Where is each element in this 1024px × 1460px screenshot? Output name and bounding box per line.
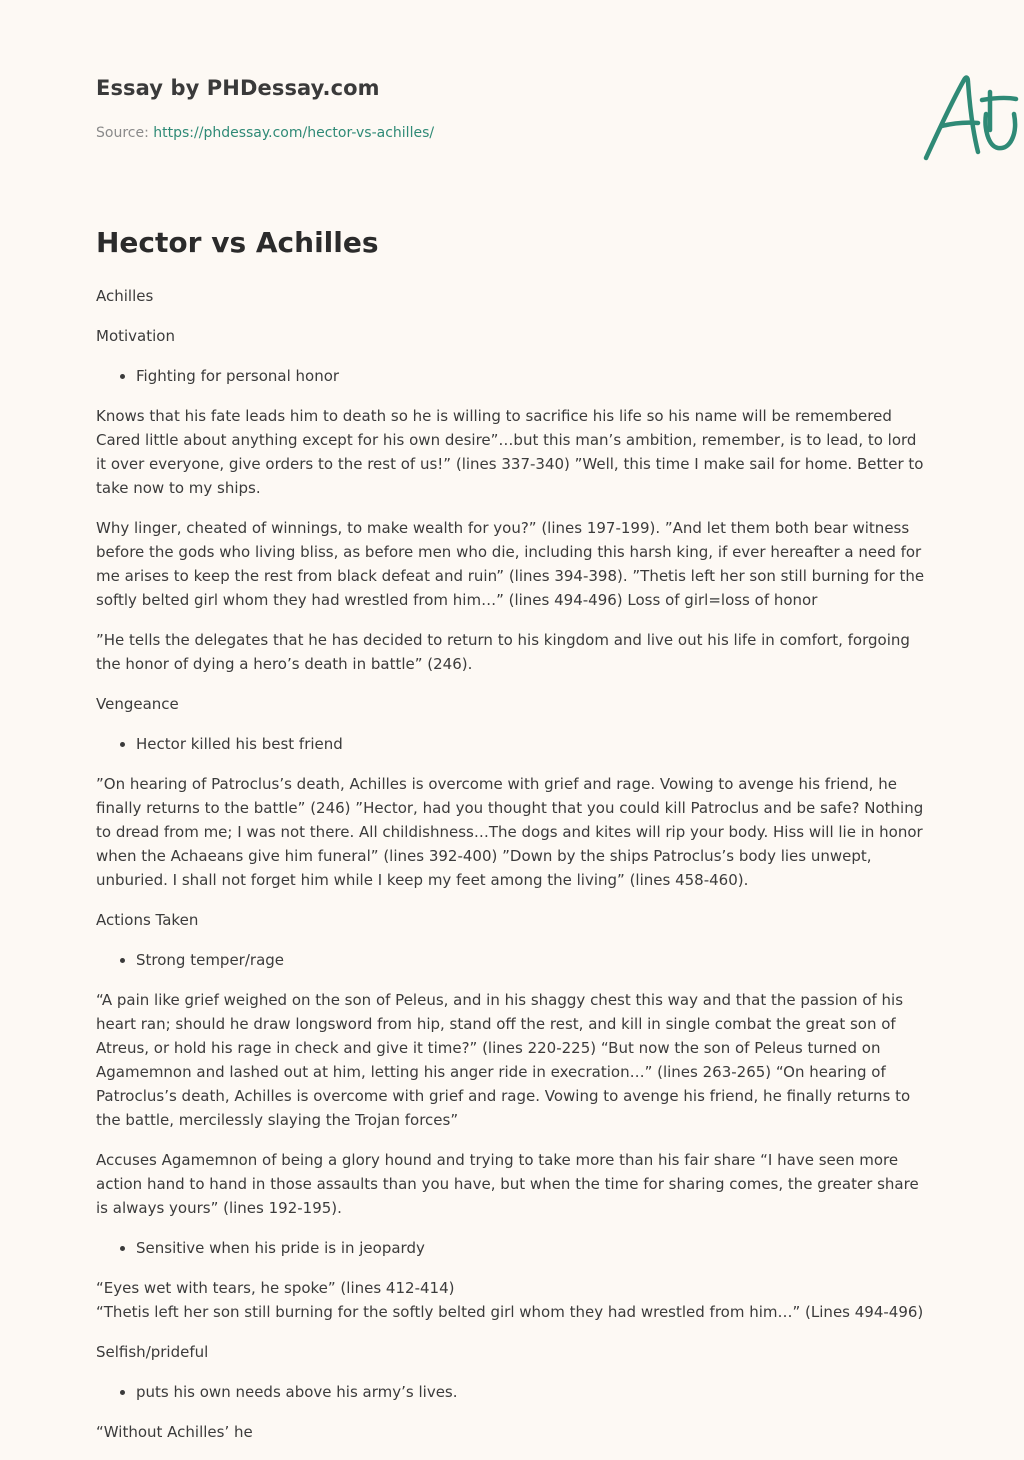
paragraph: Why linger, cheated of winnings, to make wealth for you?” (lines 197-199). ”And let them both bear witness before the gods who living bliss, as before men who die, including this harsh king, if ever hereafter a need for me arises to keep the rest from black defeat and ruin” (lines 394-398). ”Thetis left her son still burning for the softly belted girl whom they had wrestled from him…” (lines 494-496) Loss of girl=loss of honor xyxy=(96,519,925,609)
list-item: • Sensitive when his pride is in jeopardy xyxy=(136,1236,930,1260)
paragraph: “A pain like grief weighed on the son of Peleus, and in his shaggy chest this way and that the passion of his heart ran; should he draw longsword from hip, stand off the rest, and kill in single combat the great son of Atreus, or hold his rage in check and give it time?” (lines 220-225) “But now the son of Peleus turned on Agamemnon and lashed out at him, letting his anger ride in execration…” (lines 263-265) “On hearing of Patroclus’s death, Achilles is overcome with grief and rage. Vowing to avenge his friend, he finally returns to the battle, mercilessly slaying the Trojan forces” xyxy=(96,991,911,1129)
bullet-list xyxy=(96,948,930,972)
list-item: • puts his own needs above his army’s lives. xyxy=(136,1380,930,1404)
bullet-list xyxy=(96,1236,930,1260)
list-item: • Fighting for personal honor xyxy=(136,364,930,388)
paragraph: ”He tells the delegates that he has decided to return to his kingdom and live out his life in comfort, forgoing the honor of dying a hero’s death in battle” (246). xyxy=(96,631,910,673)
source-label: Source: xyxy=(96,125,149,141)
bullet-list xyxy=(96,364,930,388)
a-plus-logo xyxy=(918,70,1022,164)
paragraph xyxy=(96,1276,930,1324)
site-title: Essay by PHDessay.com xyxy=(96,76,380,100)
list-item: • Strong temper/rage xyxy=(136,948,930,972)
bullet-list xyxy=(96,1380,930,1404)
paragraph: Selfish/prideful xyxy=(96,1343,209,1361)
paragraph: Accuses Agamemnon of being a glory hound and trying to take more than his fair share “I have seen more action hand to hand in those assaults than you have, but when the time for sharing comes, the greater share is always yours” (lines 192-195). xyxy=(96,1151,919,1217)
essay-body xyxy=(96,284,930,1460)
quote-line: “Eyes wet with tears, he spoke” (lines 412-414) xyxy=(96,1279,455,1297)
source-line xyxy=(96,125,434,141)
paragraph: Actions Taken xyxy=(96,911,199,929)
list-item: • Hector killed his best friend xyxy=(136,732,930,756)
paragraph: Achilles xyxy=(96,287,154,305)
paragraph: Vengeance xyxy=(96,695,179,713)
paragraph: Motivation xyxy=(96,327,175,345)
paragraph: “Without Achilles’ he xyxy=(96,1423,253,1441)
source-link[interactable]: https://phdessay.com/hector-vs-achilles/ xyxy=(153,125,435,141)
paragraph: ”On hearing of Patroclus’s death, Achilles is overcome with grief and rage. Vowing to avenge his friend, he finally returns to the battle” (246) ”Hector, had you thought that you could kill Patroclus and be safe? Nothing to dread from me; I was not there. All childishness…The dogs and kites will rip your body. Hiss will lie in honor when the Achaeans give him funeral” (lines 392-400) ”Down by the ships Patroclus’s body lies unwept, unburied. I shall not forget him while I keep my feet among the living” (lines 458-460). xyxy=(96,775,924,889)
essay-title: Hector vs Achilles xyxy=(96,226,379,259)
quote-line: “Thetis left her son still burning for the softly belted girl whom they had wrestled from him…” (Lines 494-496) xyxy=(96,1303,924,1321)
bullet-list xyxy=(96,732,930,756)
paragraph: Knows that his fate leads him to death so he is willing to sacrifice his life so his name will be remembered Cared little about anything except for his own desire”…but this man’s ambition, remember, is to lead, to lord it over everyone, give orders to the rest of us!” (lines 337-340) ”Well, this time I make sail for home. Better to take now to my ships. xyxy=(96,407,924,497)
